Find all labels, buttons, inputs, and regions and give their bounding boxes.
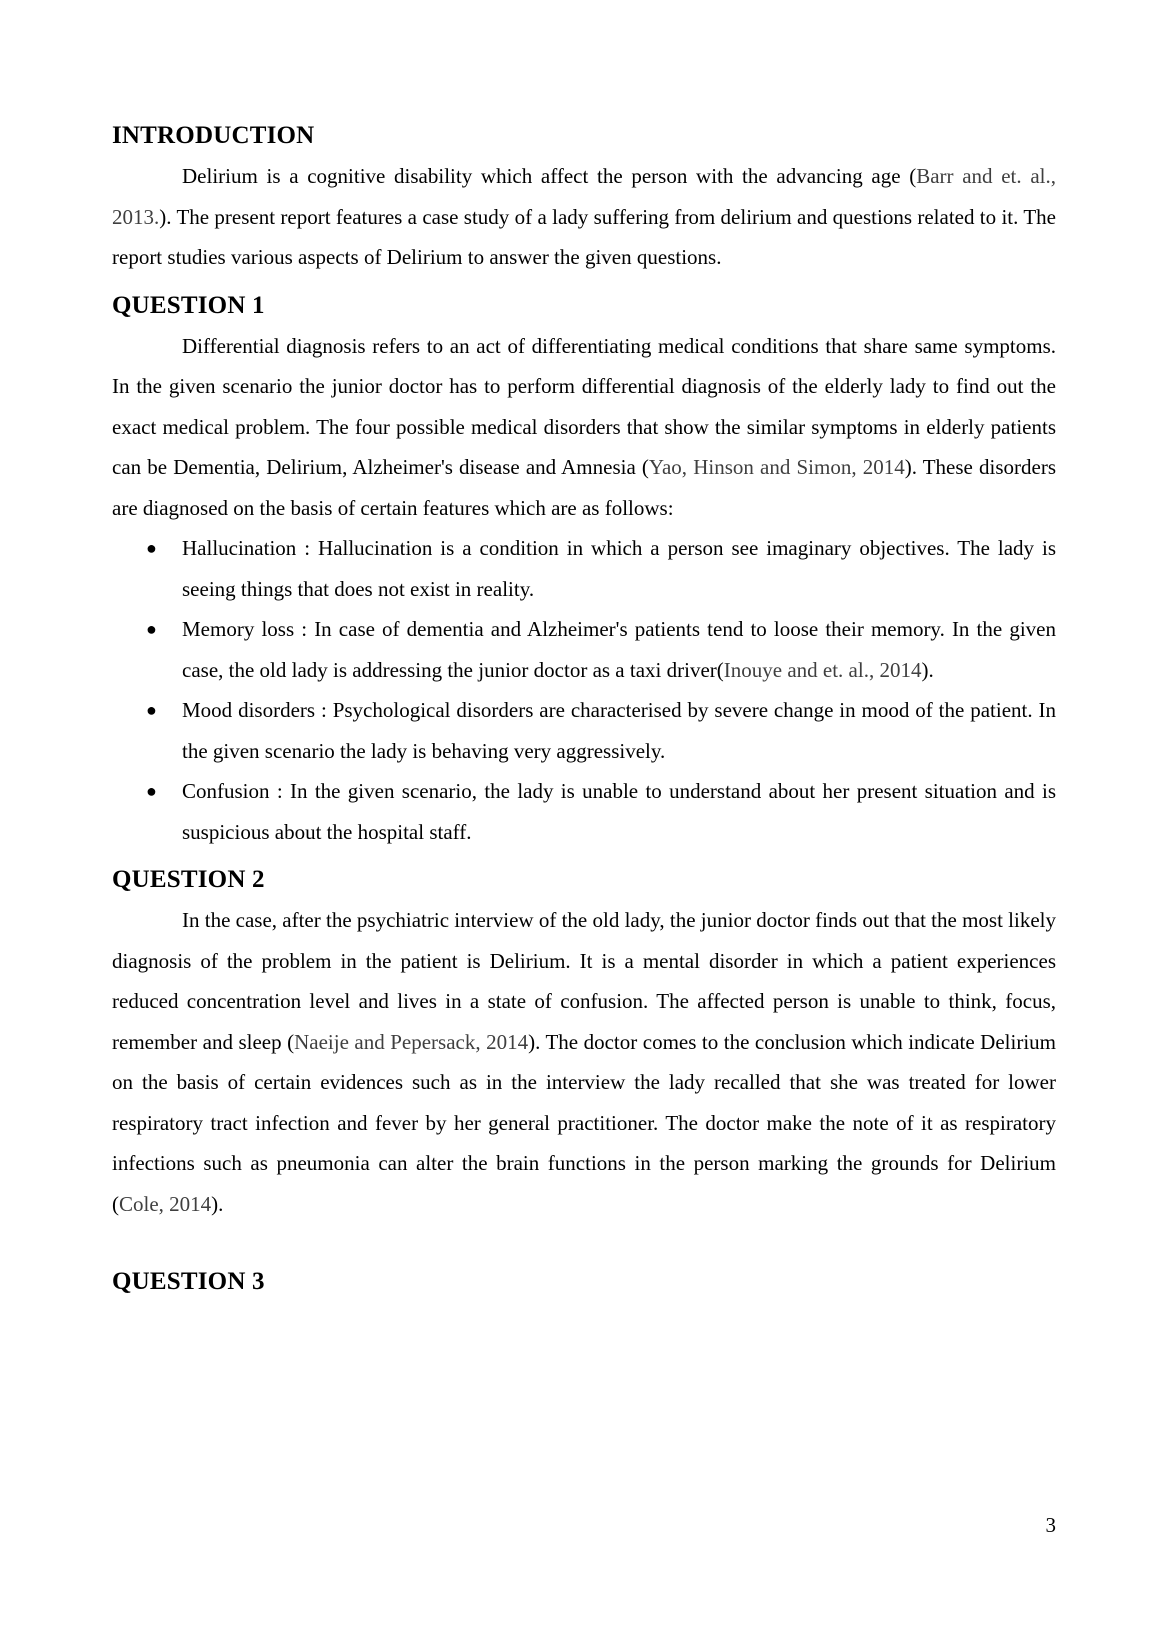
q2-citation-2: Cole, 2014 [119, 1191, 212, 1216]
list-item-text: Hallucination : Hallucination is a condition in which a person see imaginary objectives. The lady is seeing things that does not exist in reality. [182, 536, 1056, 601]
question-2-paragraph [112, 900, 1056, 1224]
question-1-heading: QUESTION 1 [112, 291, 265, 319]
intro-citation: Barr and et. al., 2013. [112, 164, 1056, 229]
page-content [112, 116, 1056, 1302]
list-item-citation: Inouye and et. al., 2014 [723, 657, 922, 682]
q2-text-a: In the case, after the psychiatric interview of the old lady, the junior doctor finds out that the most likely diagnosis of the problem in the patient is Delirium. It is a mental disorder in which a patient experiences reduced concentration level and lives in a state of confusion. The affected person is unable to think, focus, remember and sleep ( [112, 908, 1056, 1054]
q2-text-b: ). The doctor comes to the conclusion which indicate Delirium on the basis of certain evidences such as in the interview the lady recalled that she was treated for lower respiratory tract infection and fever by her general practitioner. The doctor make the note of it as respiratory infections such as pneumonia can alter the brain functions in the person marking the grounds for Delirium ( [112, 1029, 1056, 1216]
bullet-icon: ● [146, 781, 157, 801]
spacer [112, 1224, 1056, 1262]
list-item [112, 609, 1056, 690]
list-item-text-after: ). [921, 657, 934, 682]
list-item-text: Confusion : In the given scenario, the lady is unable to understand about her present situation and is suspicious about the hospital staff. [182, 779, 1056, 844]
list-item-text: Mood disorders : Psychological disorders are characterised by severe change in mood of the patient. In the given scenario the lady is behaving very aggressively. [182, 698, 1056, 763]
page-number: 3 [1045, 1513, 1056, 1537]
list-item [112, 528, 1056, 609]
symptom-list [112, 528, 1056, 852]
intro-heading: INTRODUCTION [112, 122, 315, 149]
bullet-icon: ● [146, 538, 157, 558]
question-2-heading: QUESTION 2 [112, 866, 265, 893]
list-item [112, 690, 1056, 771]
q1-text-b: ). These disorders are diagnosed on the basis of certain features which are as follows: [112, 455, 1056, 520]
intro-text-b: ). The present report features a case study of a lady suffering from delirium and questions related to it. The report studies various aspects of Delirium to answer the given questions. [112, 204, 1056, 269]
spacer [112, 852, 1056, 860]
intro-paragraph [112, 156, 1056, 278]
question-3-heading: QUESTION 3 [112, 1268, 265, 1295]
list-item [112, 771, 1056, 852]
q1-text-a: Differential diagnosis refers to an act of differentiating medical conditions that share same symptoms. In the given scenario the junior doctor has to perform differential diagnosis of the elderly lady to find out the exact medical problem. The four possible medical disorders that show the similar symptoms in elderly patients can be Dementia, Delirium, Alzheimer's disease and Amnesia ( [112, 333, 1056, 479]
list-item-text: Memory loss : In case of dementia and Alzheimer's patients tend to loose their memory. In the given case, the old lady is addressing the junior doctor as a taxi driver( [182, 617, 1056, 682]
q2-text-c: ). [211, 1191, 224, 1216]
bullet-icon: ● [146, 700, 157, 720]
q2-citation: Naeije and Pepersack, 2014 [294, 1029, 529, 1054]
bullet-icon: ● [146, 619, 157, 639]
spacer [112, 278, 1056, 286]
intro-text-a: Delirium is a cognitive disability which affect the person with the advancing age ( [182, 164, 917, 188]
q1-citation: Yao, Hinson and Simon, 2014 [648, 455, 905, 479]
question-1-paragraph [112, 326, 1056, 529]
